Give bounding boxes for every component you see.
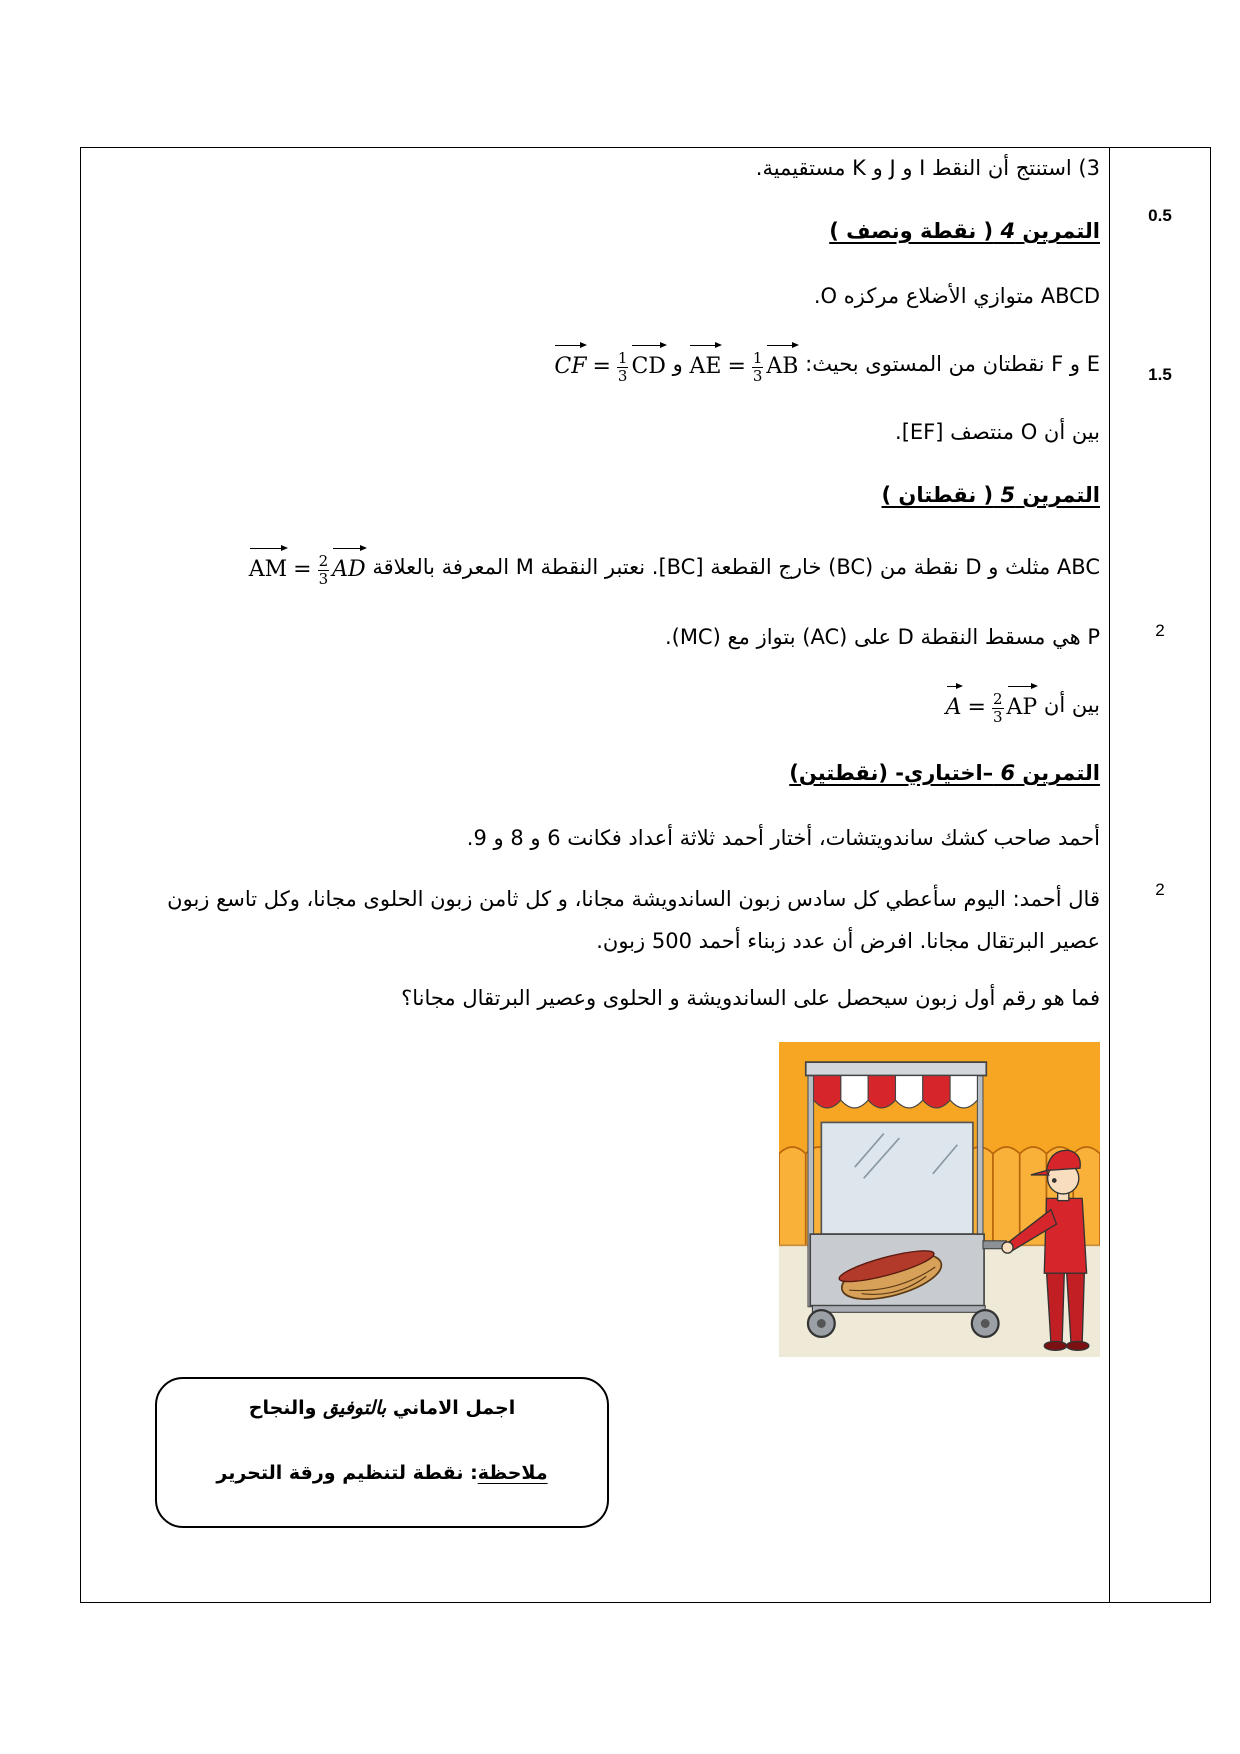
exercise4-relation-cf xyxy=(554,343,666,387)
glass-case xyxy=(821,1122,973,1234)
equals-sign: = xyxy=(967,695,986,720)
hot-dog-cart-illustration xyxy=(779,1042,1100,1357)
fraction xyxy=(318,553,330,588)
wish-prefix: اجمل الاماني xyxy=(392,1397,516,1419)
note-label: ملاحظة xyxy=(477,1462,548,1484)
good-luck-wish xyxy=(157,1393,607,1423)
wheel xyxy=(972,1310,999,1337)
fraction xyxy=(617,350,629,385)
score-exercise4-part1: 0.5 xyxy=(1148,206,1172,225)
exercise4-points-definition xyxy=(88,343,1100,383)
exercise3-conclusion-question: 3) استنتج أن النقط I و J و K مستقيمية. xyxy=(755,156,1100,180)
exercise6-question: فما هو رقم أول زبون سيحصل على الساندويشة و الحلوى وعصير البرتقال مجانا؟ xyxy=(401,986,1100,1010)
exercise6-heading-points: –اختياري- (نقطتين) xyxy=(789,761,994,785)
exercise6-paragraph-2-line-2: عصير البرتقال مجانا. افرض أن عدد زبناء أحمد 500 زبون. xyxy=(596,929,1100,953)
exercise4-heading-number: 4 xyxy=(1000,219,1016,243)
fraction-denominator: 3 xyxy=(752,366,763,385)
wish-emphasis: بالتوفيق xyxy=(323,1397,387,1419)
fraction-numerator: 1 xyxy=(752,348,763,367)
exercise6-paragraph-1: أحمد صاحب كشك ساندويتشات، أختار أحمد ثلاثة أعداد فكانت 6 و 8 و 9. xyxy=(466,826,1100,850)
grading-note xyxy=(157,1458,607,1488)
fraction-numerator: 2 xyxy=(992,689,1003,708)
exercise5-heading-number: 5 xyxy=(1000,483,1016,507)
exercise6-heading xyxy=(88,756,1100,790)
exercise5-heading xyxy=(88,478,1100,512)
fraction-denominator: 3 xyxy=(617,366,628,385)
exercise5-question xyxy=(88,684,1100,724)
vector-ad: AD xyxy=(332,546,366,590)
vector-cf: CF xyxy=(554,343,586,387)
exercise4-question: بين أن O منتصف [EF]. xyxy=(895,420,1100,444)
exercise5-projection-statement: P هي مسقط النقطة D على (AC) بتواز مع (MC). xyxy=(664,625,1100,649)
equals-sign: = xyxy=(727,354,746,379)
fraction-numerator: 2 xyxy=(318,551,329,570)
vector-ae: AE xyxy=(689,343,721,387)
vector-a: A xyxy=(946,684,962,728)
exercise5-statement xyxy=(88,546,1100,586)
fraction xyxy=(992,691,1004,726)
vector-ab: AB xyxy=(766,343,798,387)
exercise6-heading-label: التمرين xyxy=(1022,761,1100,785)
vector-cd: CD xyxy=(631,343,665,387)
exercise5-relation-am xyxy=(249,546,366,590)
fraction-numerator: 1 xyxy=(617,348,628,367)
wish-suffix: والنجاح xyxy=(248,1397,317,1419)
score-exercise5: 2 xyxy=(1155,621,1165,640)
exercise5-heading-points: ( نقطتان ) xyxy=(881,483,994,507)
exercise4-statement: ABCD متوازي الأضلاع مركزه O. xyxy=(813,284,1100,308)
exercise4-heading-points: ( نقطة ونصف ) xyxy=(829,219,994,243)
exercise4-heading xyxy=(88,214,1100,248)
vector-am: AM xyxy=(249,546,287,590)
equals-sign: = xyxy=(293,557,312,582)
note-text: : نقطة لتنظيم ورقة التحرير xyxy=(216,1462,478,1484)
equals-sign: = xyxy=(592,354,611,379)
exercise5-statement-text: ABC مثلث و D نقطة من (BC) خارج القطعة [BC]. نعتبر النقطة M المعرفة بالعلاقة xyxy=(372,555,1100,579)
exercise4-heading-label: التمرين xyxy=(1022,219,1100,243)
score-exercise6: 2 xyxy=(1155,880,1165,899)
score-exercise4-part2: 1.5 xyxy=(1148,365,1172,384)
fraction-denominator: 3 xyxy=(992,707,1003,726)
exercise6-paragraph-2-line-1: قال أحمد: اليوم سأعطي كل سادس زبون الساندويشة مجانا، و كل ثامن زبون الحلوى مجانا، وكل تاسع زبون xyxy=(167,887,1100,911)
exercise5-heading-label: التمرين xyxy=(1022,483,1100,507)
fraction xyxy=(752,350,764,385)
exercise6-heading-number: 6 xyxy=(1000,761,1016,785)
vector-ap: AP xyxy=(1007,684,1038,728)
exercise4-definition-text: E و F نقطتان من المستوى بحيث: xyxy=(805,352,1100,376)
closing-note-box xyxy=(155,1377,609,1528)
conjunction: و xyxy=(672,352,683,376)
exercise5-relation-ap xyxy=(946,684,1038,728)
exercise4-relation-ae xyxy=(689,343,798,387)
wheel xyxy=(808,1310,835,1337)
exercise5-question-text: بين أن xyxy=(1043,693,1100,717)
fraction-denominator: 3 xyxy=(318,569,329,588)
